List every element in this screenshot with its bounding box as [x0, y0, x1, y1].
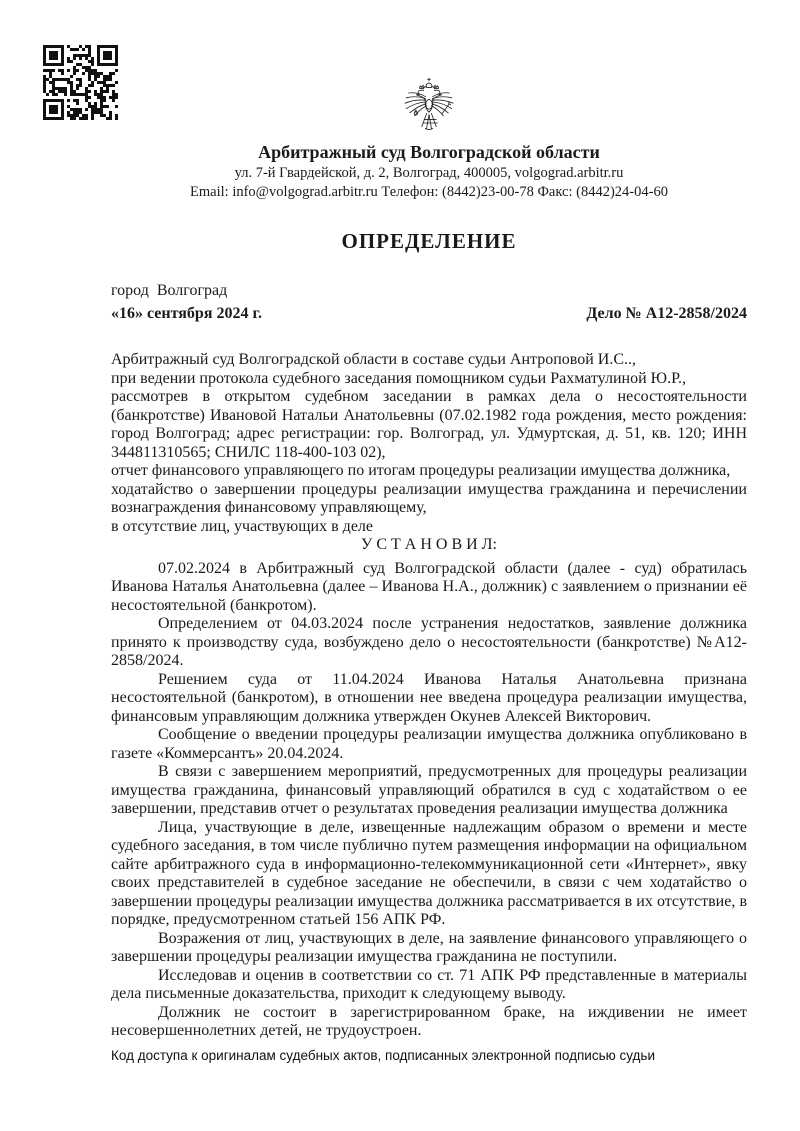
city-line: город Волгоград — [111, 282, 228, 299]
body-paragraph: Сообщение о введении процедуры реализации имущества должника опубликовано в газете «Коммерсантъ» 20.04.2024. — [111, 726, 747, 762]
document-body — [111, 351, 747, 1041]
body-paragraph: Должник не состоит в зарегистрированном браке, на иждивении не имеет несовершеннолетних детей, не трудоустроен. — [111, 1003, 747, 1039]
resolution-heading: У С Т А Н О В И Л: — [361, 536, 497, 553]
findings-section — [111, 560, 747, 1041]
qr-code — [43, 45, 118, 120]
preamble-section — [111, 351, 747, 536]
court-name: Арбитражный суд Волгоградской области — [258, 142, 600, 162]
preamble-paragraph: Арбитражный суд Волгоградской области в составе судьи Антроповой И.С.., — [111, 351, 637, 368]
preamble-paragraph: отчет финансового управляющего по итогам процедуры реализации имущества должника, — [111, 462, 731, 479]
preamble-paragraph: ходатайство о завершении процедуры реализации имущества гражданина и перечислении вознаграждения финансовому управляющему, — [111, 480, 747, 516]
body-paragraph: В связи с завершением мероприятий, предусмотренных для процедуры реализации имущества гражданина, финансовый управляющий обратился в суд с ходатайством о ее завершении, представив отчет о результатах проведения реализации имущества должника — [111, 763, 747, 817]
court-address: ул. 7-й Гвардейской, д. 2, Волгоград, 400005, volgograd.arbitr.ru — [234, 165, 624, 181]
preamble-paragraph: в отсутствие лиц, участвующих в деле — [111, 517, 373, 535]
body-paragraph: Исследовав и оценив в соответствии со ст. 71 АПК РФ представленные в материалы дела письменные доказательства, приходит к следующему выводу. — [111, 966, 747, 1002]
body-paragraph: Возражения от лиц, участвующих в деле, на заявление финансового управляющего о завершении процедуры реализации имущества гражданина не поступили. — [111, 929, 747, 965]
body-paragraph: Решением суда от 11.04.2024 Иванова Наталья Анатольевна признана несостоятельной (банкротом), в отношении нее введена процедура реализации имущества, финансовым управляющим должника утвержден Окунев Алексей Викторович. — [111, 670, 747, 725]
document-title: ОПРЕДЕЛЕНИЕ — [341, 229, 517, 253]
document-header — [111, 76, 747, 201]
body-paragraph: Лица, участвующие в деле, извещенные надлежащим образом о времени и месте судебного заседания, в том числе публично путем размещения информации на официальном сайте арбитражного суда в информационно-телекоммуникационной сети «Интернет», явку своих представителей в судебное заседание не обеспечили, в связи с чем ходатайство о завершении процедуры реализации имущества должника рассматривается в их отсутствие, в порядке, предусмотренном статьей 156 АПК РФ. — [111, 818, 747, 928]
date-case-row — [111, 304, 747, 323]
case-number: Дело № А12-2858/2024 — [586, 305, 747, 322]
footer-access-note: Код доступа к оригиналам судебных актов, подписанных электронной подписью судьи — [111, 1048, 655, 1063]
body-paragraph: Определением от 04.03.2024 после устранения недостатков, заявление должника принято к производству суда, возбуждено дело о несостоятельности (банкротстве) №А12-2858/2024. — [111, 615, 747, 669]
preamble-paragraph: рассмотрев в открытом судебном заседании в рамках дела о несостоятельности (банкротстве) Ивановой Натальи Анатольевны (07.02.1982 года рождения, место рождения: город Волгоград; адрес регистрации: гор. Волгоград, ул. Удмуртская, д. 51, кв. 120; ИНН 344811310565; СНИЛС 118-400-103 02), — [111, 388, 747, 461]
court-contacts: Email: info@volgograd.arbitr.ru Телефон: (8442)23-00-78 Факс: (8442)24-04-60 — [190, 184, 668, 200]
body-paragraph: 07.02.2024 в Арбитражный суд Волгоградской области (далее - суд) обратилась Иванова Наталья Анатольевна (далее – Иванова Н.А., должник) с заявлением о признании её несостоятельной (банкротом). — [111, 559, 747, 614]
russia-coat-of-arms-emblem — [399, 76, 459, 134]
document-meta — [111, 281, 747, 323]
date-line: «16» сентября 2024 г. — [111, 305, 262, 322]
preamble-paragraph: при ведении протокола судебного заседания помощником судьи Рахматулиной Ю.Р., — [111, 369, 686, 387]
